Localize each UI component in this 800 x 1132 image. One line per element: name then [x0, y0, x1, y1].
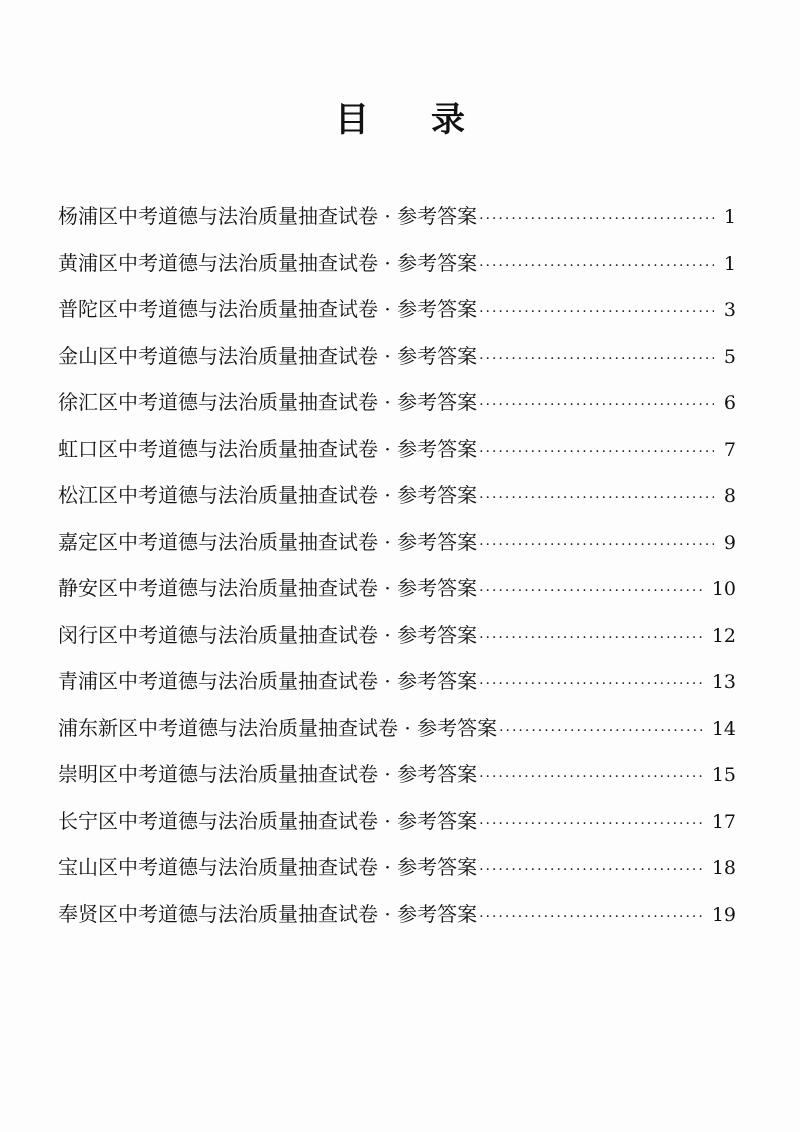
toc-entry — [58, 193, 736, 240]
toc-entry-page-number: 1 — [723, 252, 736, 275]
toc-entry — [58, 333, 736, 380]
toc-entry — [58, 519, 736, 566]
toc-leader-dots — [479, 801, 706, 848]
toc-entry-label: 宝山区中考道德与法治质量抽查试卷 · 参考答案 — [58, 855, 478, 879]
toc-entry-label: 黄浦区中考道德与法治质量抽查试卷 · 参考答案 — [58, 250, 478, 275]
toc-entry-label: 普陀区中考道德与法治质量抽查试卷 · 参考答案 — [58, 297, 478, 321]
toc-entry — [58, 891, 736, 938]
page-title-part-1: 目 — [335, 100, 369, 140]
toc-entry-page-number: 19 — [711, 903, 736, 926]
toc-entry-label: 松江区中考道德与法治质量抽查试卷 · 参考答案 — [58, 483, 478, 507]
toc-entry-page-number: 12 — [711, 624, 736, 647]
toc-leader-dots — [479, 568, 706, 615]
toc-entry-page-number: 3 — [723, 299, 736, 321]
table-of-contents — [58, 193, 736, 937]
toc-leader-dots — [479, 243, 714, 290]
toc-entry — [58, 426, 736, 473]
toc-leader-dots — [479, 754, 706, 801]
toc-entry — [58, 705, 736, 752]
toc-entry-label: 崇明区中考道德与法治质量抽查试卷 · 参考答案 — [58, 762, 478, 786]
toc-entry-page-number: 9 — [723, 531, 736, 554]
toc-entry-label: 浦东新区中考道德与法治质量抽查试卷 · 参考答案 — [58, 715, 498, 740]
toc-entry-page-number: 14 — [711, 717, 736, 740]
toc-leader-dots — [479, 615, 706, 662]
toc-entry — [58, 751, 736, 798]
toc-entry — [58, 472, 736, 519]
toc-entry-label: 嘉定区中考道德与法治质量抽查试卷 · 参考答案 — [58, 529, 478, 554]
toc-entry — [58, 565, 736, 612]
toc-entry — [58, 240, 736, 287]
toc-entry — [58, 286, 736, 333]
toc-entry-label: 长宁区中考道德与法治质量抽查试卷 · 参考答案 — [58, 808, 478, 833]
page-title — [0, 92, 800, 141]
page-title-part-2: 录 — [431, 100, 465, 140]
toc-entry-label: 徐汇区中考道德与法治质量抽查试卷 · 参考答案 — [58, 390, 478, 414]
toc-entry-page-number: 17 — [711, 810, 736, 833]
toc-entry-label: 金山区中考道德与法治质量抽查试卷 · 参考答案 — [58, 343, 478, 368]
toc-leader-dots — [479, 522, 714, 569]
toc-entry-page-number: 1 — [723, 206, 736, 228]
toc-leader-dots — [479, 847, 706, 894]
toc-entry-page-number: 10 — [711, 578, 736, 600]
toc-entry-page-number: 13 — [711, 671, 736, 693]
toc-leader-dots — [479, 382, 714, 429]
toc-entry-label: 虹口区中考道德与法治质量抽查试卷 · 参考答案 — [58, 436, 478, 461]
toc-leader-dots — [479, 336, 714, 383]
toc-entry-label: 青浦区中考道德与法治质量抽查试卷 · 参考答案 — [58, 669, 478, 693]
toc-entry-page-number: 6 — [723, 392, 736, 414]
toc-entry-label: 奉贤区中考道德与法治质量抽查试卷 · 参考答案 — [58, 901, 478, 926]
toc-leader-dots — [479, 196, 714, 243]
toc-entry — [58, 612, 736, 659]
toc-leader-dots — [479, 289, 714, 336]
toc-entry-label: 杨浦区中考道德与法治质量抽查试卷 · 参考答案 — [58, 204, 478, 228]
toc-entry-page-number: 7 — [723, 438, 736, 461]
toc-entry — [58, 798, 736, 845]
toc-entry-label: 闵行区中考道德与法治质量抽查试卷 · 参考答案 — [58, 622, 478, 647]
toc-leader-dots — [479, 661, 706, 708]
toc-entry-page-number: 5 — [723, 345, 736, 368]
toc-entry — [58, 379, 736, 426]
toc-leader-dots — [479, 894, 706, 941]
toc-leader-dots — [479, 475, 714, 522]
toc-leader-dots — [499, 708, 706, 755]
toc-entry-page-number: 15 — [711, 764, 736, 786]
toc-entry-label: 静安区中考道德与法治质量抽查试卷 · 参考答案 — [58, 576, 478, 600]
toc-entry-page-number: 8 — [723, 485, 736, 507]
toc-entry — [58, 658, 736, 705]
toc-entry — [58, 844, 736, 891]
toc-leader-dots — [479, 429, 714, 476]
toc-entry-page-number: 18 — [711, 857, 736, 879]
